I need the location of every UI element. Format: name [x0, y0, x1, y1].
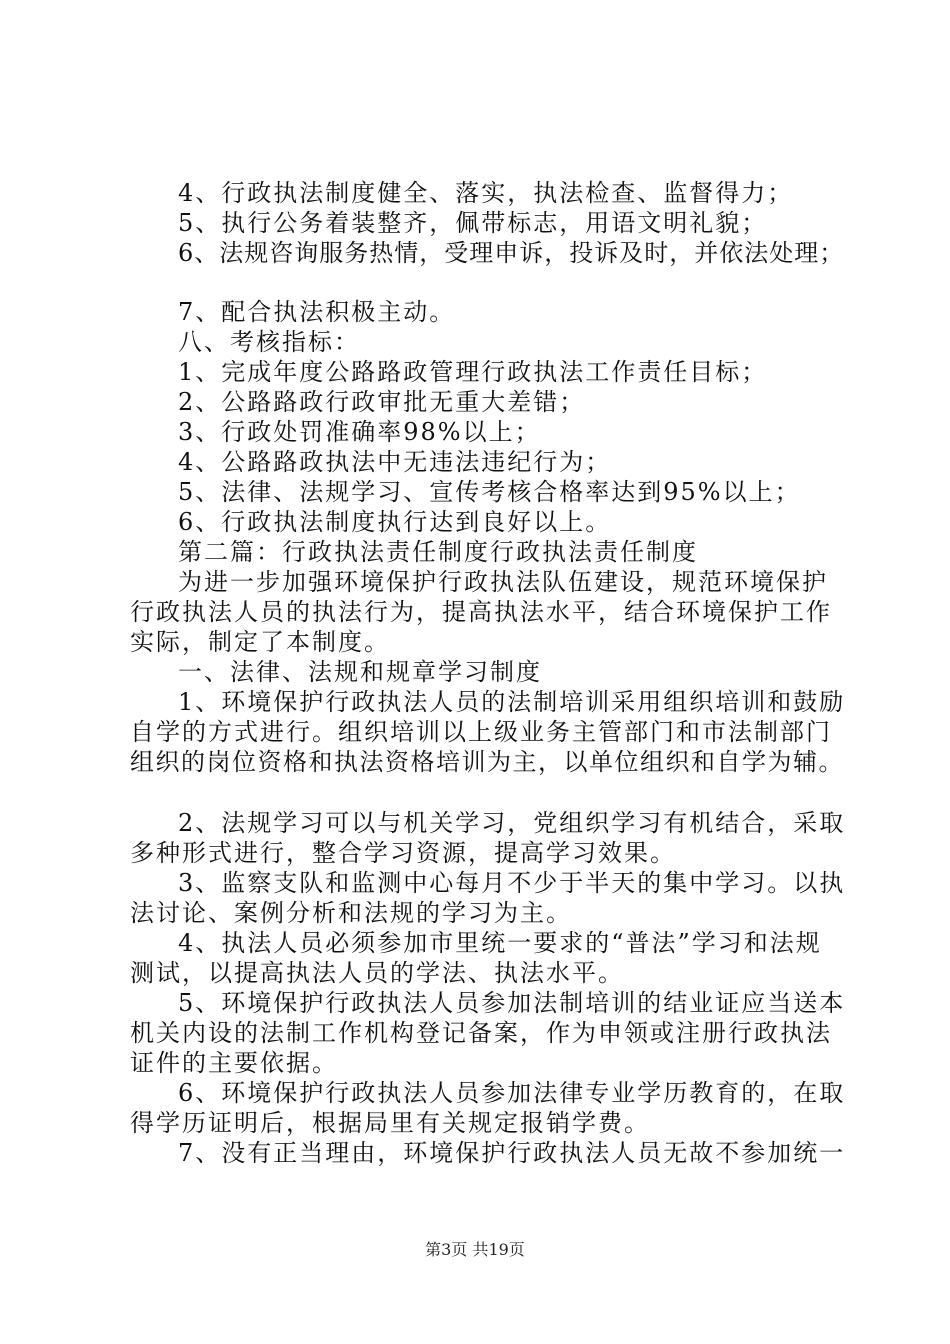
text-line: 2、公路路政行政审批无重大差错； [178, 388, 586, 416]
text-line: 7、配合执法积极主动。 [178, 298, 456, 326]
text-line: 5、法律、法规学习、宣传考核合格率达到95%以上； [178, 478, 801, 506]
chapter-heading: 第二篇：行政执法责任制度行政执法责任制度 [178, 538, 698, 566]
text-line: 组织的岗位资格和执法资格培训为主，以单位组织和自学为辅。 [130, 748, 844, 776]
text-line: 证件的主要依据。 [130, 1049, 338, 1077]
text-line: 自学的方式进行。组织培训以上级业务主管部门和市法制部门 [130, 718, 832, 746]
text-line: 4、公路路政执法中无违法违纪行为； [178, 448, 612, 476]
text-line: 法讨论、案例分析和法规的学习为主。 [130, 899, 572, 927]
page-number-footer: 第3页 共19页 [425, 1240, 525, 1259]
text-line: 行政执法人员的执法行为，提高执法水平，结合环境保护工作 [130, 598, 832, 626]
section-heading: 一、法律、法规和规章学习制度 [178, 658, 542, 686]
text-line: 7、没有正当理由，环境保护行政执法人员无故不参加统一 [178, 1139, 846, 1167]
text-line: 6、法规咨询服务热情，受理申诉，投诉及时，并依法处理； [178, 239, 845, 267]
text-line: 4、执法人员必须参加市里统一要求的“普法”学习和法规 [178, 929, 822, 957]
text-line: 1、完成年度公路路政管理行政执法工作责任目标； [178, 358, 768, 386]
text-line: 得学历证明后，根据局里有关规定报销学费。 [130, 1109, 650, 1137]
text-line: 1、环境保护行政执法人员的法制培训采用组织培训和鼓励 [178, 688, 846, 716]
text-line: 5、执行公务着装整齐，佩带标志，用语文明礼貌； [178, 209, 768, 237]
section-heading: 八、考核指标： [178, 328, 360, 356]
text-line: 机关内设的法制工作机构登记备案，作为申领或注册行政执法 [130, 1019, 832, 1047]
text-line: 4、行政执法制度健全、落实，执法检查、监督得力； [178, 179, 794, 207]
text-line: 6、行政执法制度执行达到良好以上。 [178, 508, 612, 536]
text-line: 3、行政处罚准确率98%以上； [178, 418, 541, 446]
text-line: 3、监察支队和监测中心每月不少于半天的集中学习。以执 [178, 869, 846, 897]
text-line: 多种形式进行，整合学习资源，提高学习效果。 [130, 839, 676, 867]
text-line: 为进一步加强环境保护行政执法队伍建设，规范环境保护 [178, 568, 828, 596]
text-line: 测试，以提高执法人员的学法、执法水平。 [130, 959, 624, 987]
text-line: 2、法规学习可以与机关学习，党组织学习有机结合，采取 [178, 809, 846, 837]
text-line: 6、环境保护行政执法人员参加法律专业学历教育的，在取 [178, 1079, 846, 1107]
text-line: 实际，制定了本制度。 [130, 628, 390, 656]
text-line: 5、环境保护行政执法人员参加法制培训的结业证应当送本 [178, 989, 846, 1017]
